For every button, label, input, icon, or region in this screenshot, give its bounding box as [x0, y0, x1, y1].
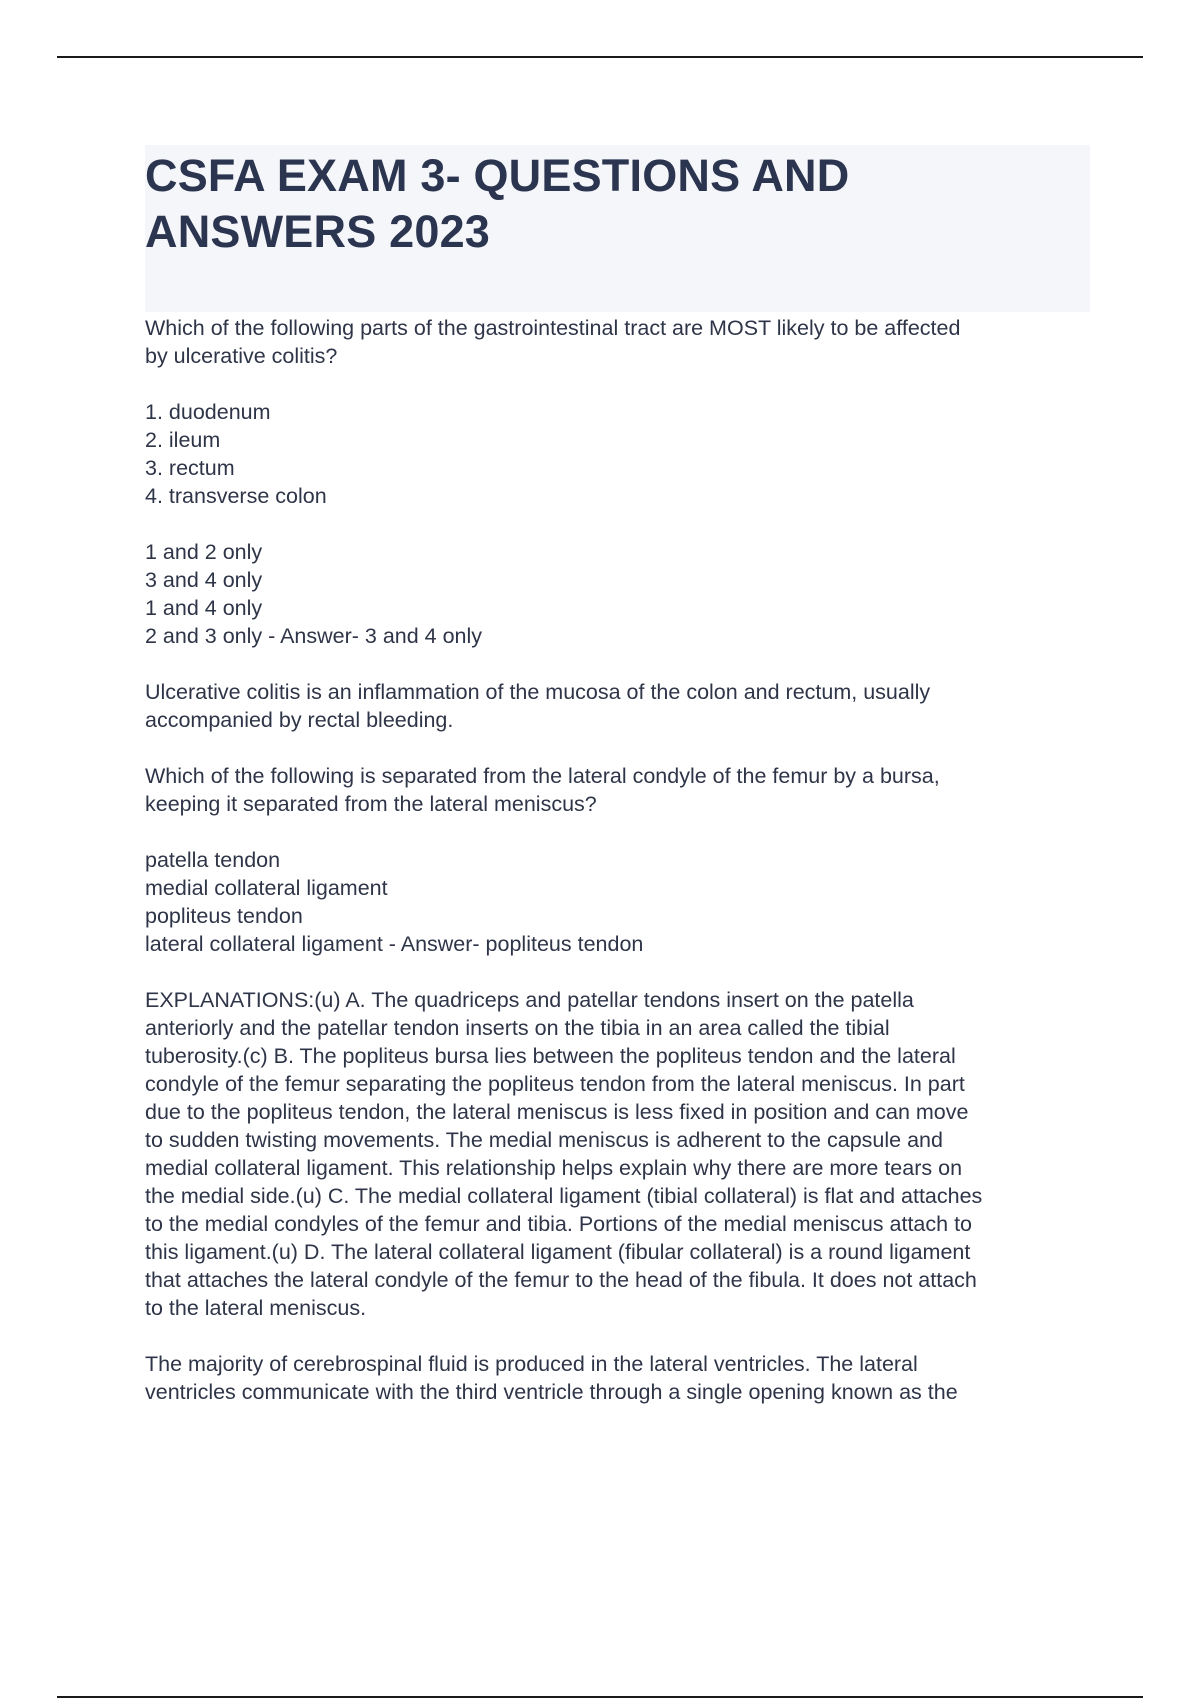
- q1-item: 1. duodenum: [145, 400, 271, 424]
- q1-question-line: by ulcerative colitis?: [145, 344, 338, 368]
- q2-option-with-answer: lateral collateral ligament - Answer- popliteus tendon: [145, 932, 644, 956]
- title-block: [145, 145, 1090, 312]
- q2-explanation: [145, 986, 1090, 1322]
- q2-explanation-line: to the lateral meniscus.: [145, 1296, 367, 1320]
- q2-question-line: Which of the following is separated from the lateral condyle of the femur by a bursa,: [145, 764, 940, 788]
- title-line-2: ANSWERS 2023: [145, 206, 491, 257]
- q2-explanation-line: medial collateral ligament. This relationship helps explain why there are more tears on: [145, 1156, 963, 1180]
- q3-question-line: ventricles communicate with the third ventricle through a single opening known as the: [145, 1380, 958, 1404]
- q2-explanation-line: to the medial condyles of the femur and tibia. Portions of the medial meniscus attach to: [145, 1212, 973, 1236]
- q2-explanation-line: that attaches the lateral condyle of the femur to the head of the fibula. It does not attach: [145, 1268, 977, 1292]
- bottom-divider: [57, 1696, 1143, 1698]
- q1-explanation-line: accompanied by rectal bleeding.: [145, 708, 454, 732]
- q1-question: [145, 314, 1090, 370]
- q1-question-line: Which of the following parts of the gastrointestinal tract are MOST likely to be affected: [145, 316, 961, 340]
- q1-option: 3 and 4 only: [145, 568, 263, 592]
- q2-explanation-line: the medial side.(u) C. The medial collateral ligament (tibial collateral) is flat and attaches: [145, 1184, 983, 1208]
- q2-option: popliteus tendon: [145, 904, 303, 928]
- q2-explanation-line: EXPLANATIONS:(u) A. The quadriceps and patellar tendons insert on the patella: [145, 988, 914, 1012]
- q2-explanation-line: to sudden twisting movements. The medial meniscus is adherent to the capsule and: [145, 1128, 943, 1152]
- q2-explanation-line: this ligament.(u) D. The lateral collateral ligament (fibular collateral) is a round ligament: [145, 1240, 971, 1264]
- q2-explanation-line: anteriorly and the patellar tendon inserts on the tibia in an area called the tibial: [145, 1016, 890, 1040]
- q1-item: 4. transverse colon: [145, 484, 327, 508]
- document-body: [145, 145, 1090, 1406]
- q1-item: 3. rectum: [145, 456, 235, 480]
- top-divider: [57, 56, 1143, 58]
- q2-explanation-line: due to the popliteus tendon, the lateral meniscus is less fixed in position and can move: [145, 1100, 969, 1124]
- q1-items: [145, 398, 1090, 510]
- q2-explanation-line: condyle of the femur separating the popliteus tendon from the lateral meniscus. In part: [145, 1072, 965, 1096]
- q1-option: 1 and 4 only: [145, 596, 263, 620]
- q2-question-line: keeping it separated from the lateral meniscus?: [145, 792, 597, 816]
- q2-question: [145, 762, 1090, 818]
- q3-question-line: The majority of cerebrospinal fluid is produced in the lateral ventricles. The lateral: [145, 1352, 918, 1376]
- q1-option: 1 and 2 only: [145, 540, 263, 564]
- q1-item: 2. ileum: [145, 428, 221, 452]
- q2-option: patella tendon: [145, 848, 281, 872]
- q1-explanation-line: Ulcerative colitis is an inflammation of the mucosa of the colon and rectum, usually: [145, 680, 931, 704]
- page-title: [145, 145, 1084, 260]
- q1-explanation: [145, 678, 1090, 734]
- q2-option: medial collateral ligament: [145, 876, 388, 900]
- q1-option-with-answer: 2 and 3 only - Answer- 3 and 4 only: [145, 624, 483, 648]
- title-line-1: CSFA EXAM 3- QUESTIONS AND: [145, 150, 850, 201]
- q3-question: [145, 1350, 1090, 1406]
- q1-options: [145, 538, 1090, 650]
- q2-options: [145, 846, 1090, 958]
- q2-explanation-line: tuberosity.(c) B. The popliteus bursa lies between the popliteus tendon and the lateral: [145, 1044, 956, 1068]
